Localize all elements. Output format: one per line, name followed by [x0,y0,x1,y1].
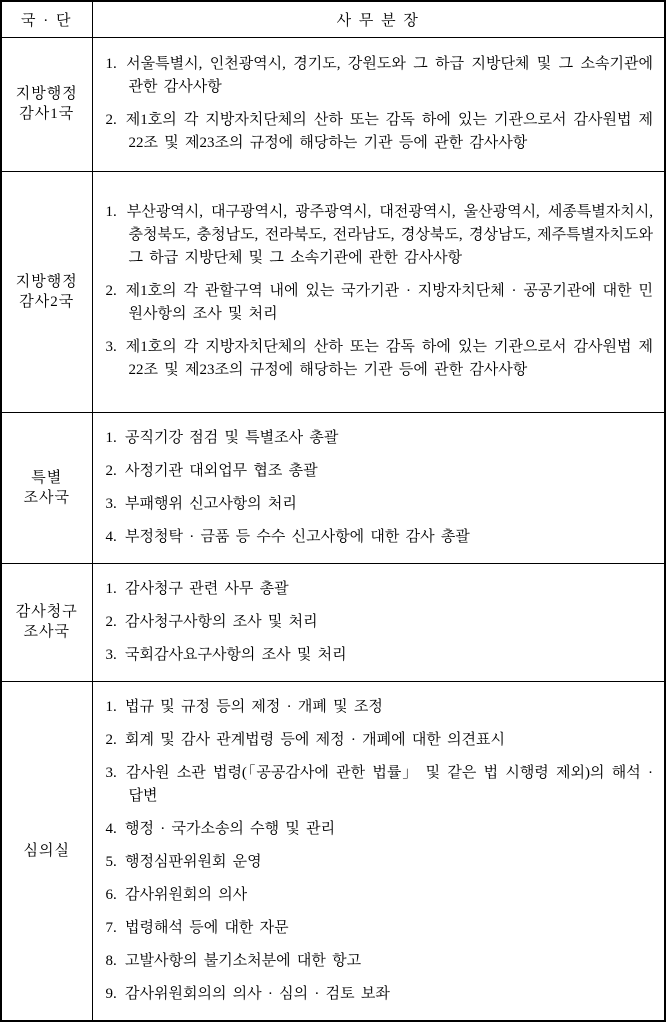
duty-item: 3. 국회감사요구사항의 조사 및 처리 [105,646,347,663]
duty-number: 2. [105,462,117,479]
duty-item: 6. 감사위원회의 의사 [105,886,248,903]
duty-item: 2. 사정기관 대외업무 협조 총괄 [105,462,318,479]
header-bureau-column: 국 · 단 [1,1,92,37]
bureau-row [1,37,665,171]
duty-number: 1. [105,698,117,715]
duty-number: 2. [105,731,117,748]
bureau-row [1,412,665,563]
duty-number: 8. [105,952,117,969]
duty-item: 1. 공직기강 점검 및 특별조사 총괄 [105,429,339,446]
table-body [1,37,665,1021]
bureau-row [1,563,665,681]
duties-cell [92,412,665,563]
duty-item: 2. 회계 및 감사 관계법령 등에 제정 · 개폐에 대한 의견표시 [105,731,506,748]
duty-number: 3. [105,764,117,781]
duty-number: 4. [105,820,117,837]
header-duties-column: 사 무 분 장 [92,1,665,37]
header-row [1,1,665,37]
bureau-name: 심의실 [1,681,92,1021]
duty-item: 5. 행정심판위원회 운영 [105,853,262,870]
duty-number: 1. [105,580,117,597]
duty-number: 2. [105,283,117,299]
duty-item: 1. 서울특별시, 인천광역시, 경기도, 강원도와 그 하급 지방단체 및 그 소속기관에 관한 감사사항 [105,56,653,95]
duty-item: 1. 법규 및 규정 등의 제정 · 개폐 및 조정 [105,698,383,715]
duty-item: 2. 제1호의 각 관할구역 내에 있는 국가기관 · 지방자치단체 · 공공기관에 대한 민원사항의 조사 및 처리 [105,283,653,322]
duty-item: 4. 행정 · 국가소송의 수행 및 관리 [105,820,336,837]
bureau-name: 지방행정 감사1국 [1,37,92,171]
duty-number: 3. [105,495,117,512]
duty-item: 1. 부산광역시, 대구광역시, 광주광역시, 대전광역시, 울산광역시, 세종특별자치시, 충청북도, 충청남도, 전라북도, 전라남도, 경상북도, 경상남도, 제주특별자치도와 그 하급 지방단체 및 그 소속기관에 관한 감사사항 [105,204,653,266]
bureau-row [1,171,665,412]
duty-number: 4. [105,528,117,545]
duty-number: 3. [105,339,117,355]
duties-cell [92,681,665,1021]
duty-number: 5. [105,853,117,870]
duty-item: 1. 감사청구 관련 사무 총괄 [105,580,289,597]
duty-item: 3. 제1호의 각 지방자치단체의 산하 또는 감독 하에 있는 기관으로서 감사원법 제22조 및 제23조의 규정에 해당하는 기관 등에 관한 감사사항 [105,339,653,378]
duty-item: 3. 부패행위 신고사항의 처리 [105,495,297,512]
duty-number: 1. [105,429,117,446]
duty-number: 3. [105,646,117,663]
duties-cell [92,37,665,171]
duty-item: 9. 감사위원회의의 의사 · 심의 · 검토 보좌 [105,985,390,1002]
bureau-name: 특별 조사국 [1,412,92,563]
duty-number: 2. [105,613,117,630]
duty-number: 1. [105,56,117,72]
duty-number: 9. [105,985,117,1002]
duty-item: 3. 감사원 소관 법령(「공공감사에 관한 법률」 및 같은 법 시행령 제외)의 해석 · 답변 [105,764,653,804]
duty-number: 1. [105,204,117,220]
duty-number: 6. [105,886,117,903]
duty-number: 2. [105,112,117,128]
duties-cell [92,171,665,412]
duty-item: 8. 고발사항의 불기소처분에 대한 항고 [105,952,362,969]
duty-item: 2. 감사청구사항의 조사 및 처리 [105,613,318,630]
bureau-name: 지방행정 감사2국 [1,171,92,412]
duties-cell [92,563,665,681]
duty-item: 7. 법령해석 등에 대한 자문 [105,919,289,936]
duty-number: 7. [105,919,117,936]
duty-item: 2. 제1호의 각 지방자치단체의 산하 또는 감독 하에 있는 기관으로서 감사원법 제22조 및 제23조의 규정에 해당하는 기관 등에 관한 감사사항 [105,112,653,151]
bureau-name: 감사청구 조사국 [1,563,92,681]
bureau-row [1,681,665,1021]
duty-item: 4. 부정청탁 · 금품 등 수수 신고사항에 대한 감사 총괄 [105,528,470,545]
